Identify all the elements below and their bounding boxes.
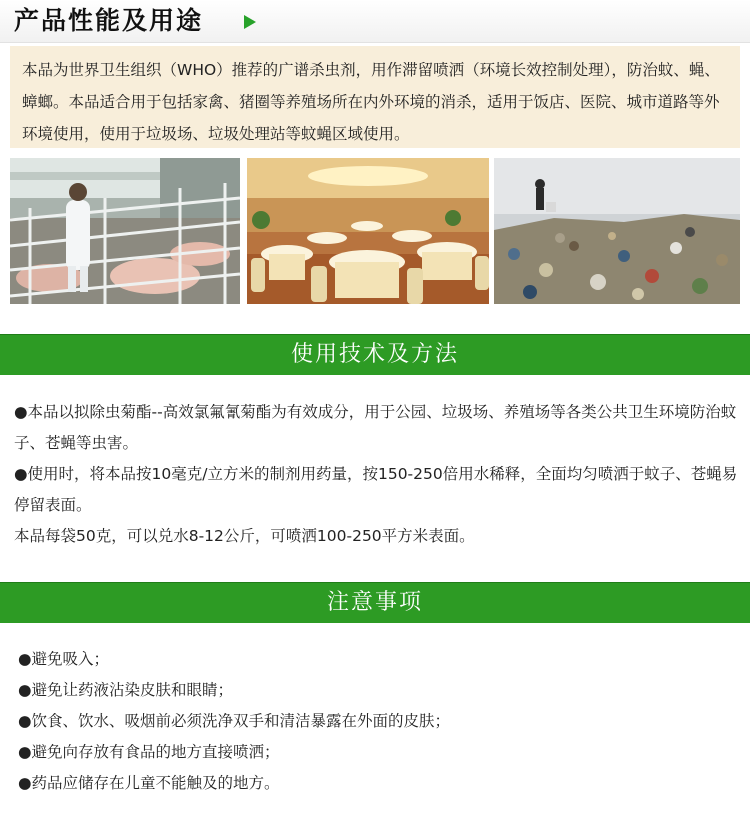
usage-paragraph-2: ●使用时，将本品按10毫克/立方米的制剂用药量，按150-250倍用水稀释，全面均匀喷洒于蚊子、苍蝇易停留表面。	[14, 465, 738, 514]
triangle-arrow-icon	[244, 15, 256, 29]
notes-item-4: ●避免向存放有食品的地方直接喷洒；	[18, 743, 280, 761]
section-band-notes	[0, 582, 750, 623]
usage-heading: 使用技术及方法	[290, 342, 459, 367]
page-title: 产品性能及用途	[14, 6, 204, 35]
section-band-usage	[0, 334, 750, 375]
usage-paragraph-1: ●本品以拟除虫菊酯--高效氯氟氰菊酯为有效成分，用于公园、垃圾场、养殖场等各类公共卫生环境防治蚊子、苍蝇等虫害。	[14, 403, 737, 452]
pig-farm-photo	[10, 158, 240, 304]
notes-section	[18, 644, 738, 799]
notes-item-5: ●药品应储存在儿童不能触及的地方。	[18, 774, 280, 792]
garbage-dump-photo	[494, 158, 740, 304]
usage-paragraph-3: 本品每袋50克，可以兑水8-12公斤，可喷洒100-250平方米表面。	[14, 527, 475, 545]
notes-heading: 注意事项	[326, 590, 423, 615]
restaurant-photo	[247, 158, 489, 304]
notes-item-2: ●避免让药液沾染皮肤和眼睛；	[18, 681, 234, 699]
notes-item-3: ●饮食、饮水、吸烟前必须洗净双手和清洁暴露在外面的皮肤；	[18, 712, 451, 730]
section-header-performance	[0, 0, 750, 43]
usage-section	[14, 397, 742, 552]
intro-paragraph: 本品为世界卫生组织（WHO）推荐的广谱杀虫剂，用作滞留喷洒（环境长效控制处理），防治蚊、蝇、蟑螂。本品适合用于包括家禽、猪圈等养殖场所在内外环境的消杀，适用于饭店、医院、城市道路等外环境使用，使用于垃圾场、垃圾处理站等蚊蝇区域使用。	[10, 46, 740, 148]
notes-item-1: ●避免吸入；	[18, 650, 110, 668]
